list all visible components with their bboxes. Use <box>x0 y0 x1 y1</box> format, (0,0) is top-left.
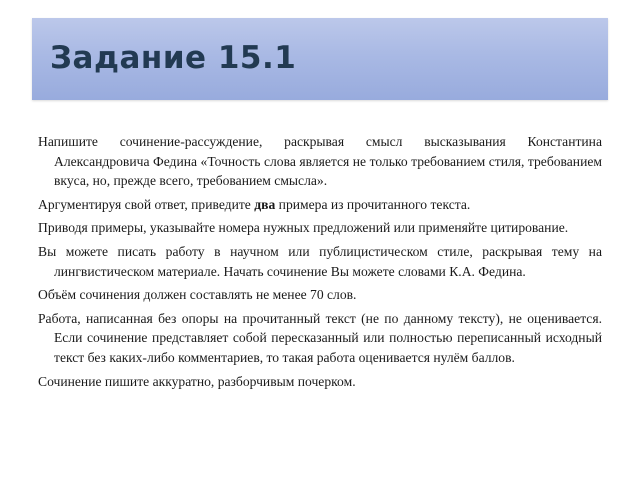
task-instructions <box>38 132 602 395</box>
instruction-paragraph-1: Напишите сочинение-рассуждение, раскрывая смысл высказывания Константина Александровича Федина «Точность слова является не только требованием стиля, требованием вкуса, но, прежде всего, требованием смысла». <box>38 134 602 189</box>
instruction-paragraph-6: Работа, написанная без опоры на прочитанный текст (не по данному тексту), не оценивается. Если сочинение представляет собой пересказанный или полностью переписанный исходный текст без каких-либо комментариев, то такая работа оценивается нулём баллов. <box>38 310 602 365</box>
instruction-paragraph-5: Объём сочинения должен составлять не менее 70 слов. <box>38 287 357 303</box>
title-banner <box>32 18 608 100</box>
instruction-paragraph-4: Вы можете писать работу в научном или публицистическом стиле, раскрывая тему на лингвистическом материале. Начать сочинение Вы можете словами К.А. Федина. <box>38 243 602 279</box>
instruction-text-after: примера из прочитанного текста. <box>275 196 471 212</box>
instruction-paragraph-2 <box>38 195 602 215</box>
instruction-emphasis: два <box>254 196 276 212</box>
instruction-paragraph-7: Сочинение пишите аккуратно, разборчивым почерком. <box>38 373 356 389</box>
instruction-paragraph-3: Приводя примеры, указывайте номера нужных предложений или применяйте цитирование. <box>38 220 569 236</box>
instruction-text-before: Аргументируя свой ответ, приведите <box>38 196 255 212</box>
page-title: Задание 15.1 <box>50 40 297 76</box>
